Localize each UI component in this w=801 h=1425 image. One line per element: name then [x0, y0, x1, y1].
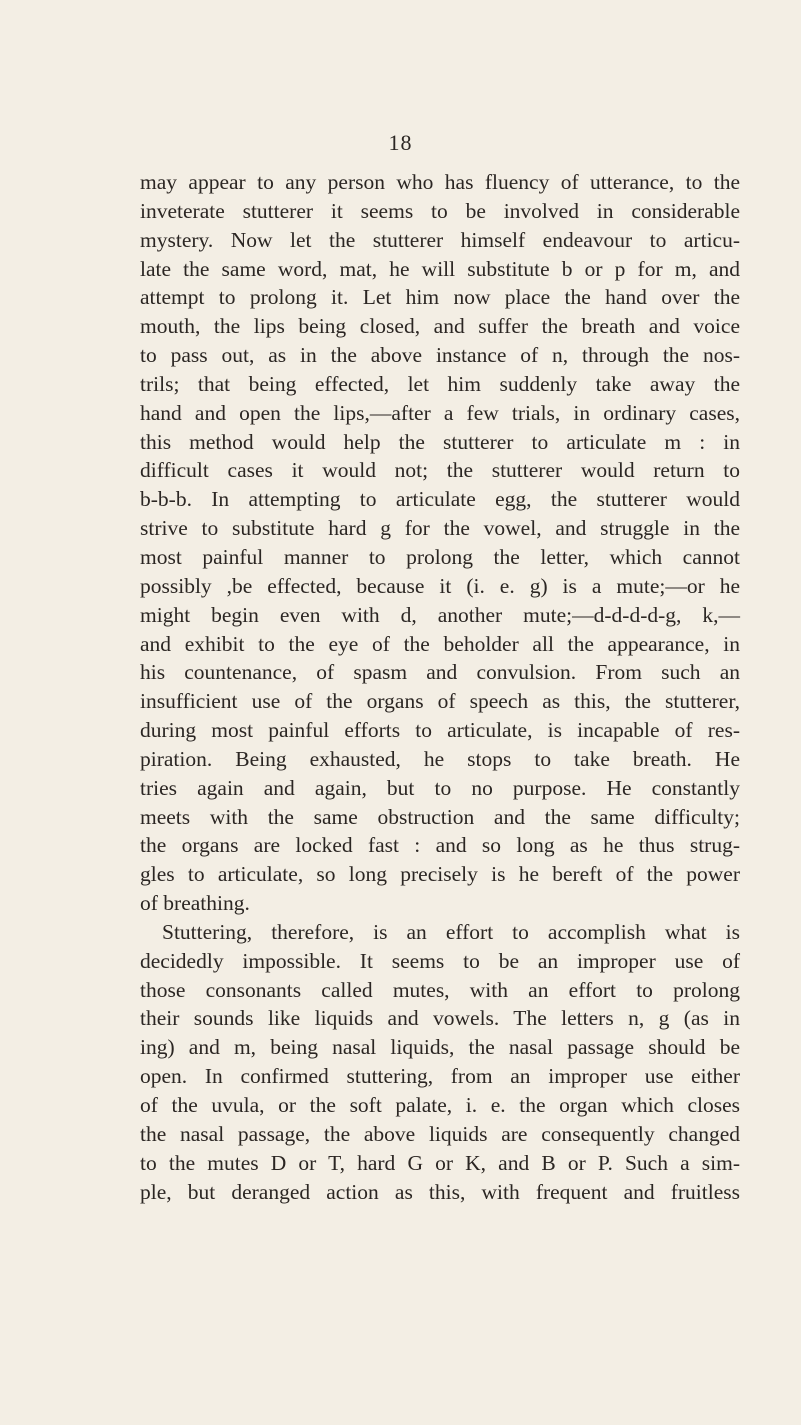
text-line: might begin even with d, another mute;—d-d-d-d-g, k,—: [140, 602, 740, 627]
text-line: ple, but deranged action as this, with frequent and fruitless: [140, 1179, 740, 1204]
text-line: late the same word, mat, he will substitute b or p for m, and: [140, 256, 740, 281]
text-line: the nasal passage, the above liquids are consequently changed: [140, 1121, 740, 1146]
page-number: 18: [388, 130, 413, 155]
text-line: meets with the same obstruction and the same difficulty;: [140, 804, 740, 829]
text-line: Stuttering, therefore, is an effort to accomplish what is: [162, 919, 740, 944]
text-line: difficult cases it would not; the stutterer would return to: [140, 458, 740, 483]
text-line: decidedly impossible. It seems to be an improper use of: [140, 948, 740, 973]
text-line: during most painful efforts to articulate, is incapable of res-: [140, 718, 740, 743]
text-line: to pass out, as in the above instance of n, through the nos-: [140, 343, 740, 368]
text-line: mouth, the lips being closed, and suffer the breath and voice: [140, 314, 740, 339]
text-line: and exhibit to the eye of the beholder all the appearance, in: [140, 631, 740, 656]
body-text: [140, 168, 740, 1206]
text-line: insufficient use of the organs of speech as this, the stutterer,: [140, 689, 740, 714]
text-line: their sounds like liquids and vowels. The letters n, g (as in: [140, 1006, 740, 1031]
text-line: most painful manner to prolong the letter, which cannot: [140, 544, 740, 569]
text-line: attempt to prolong it. Let him now place the hand over the: [140, 285, 740, 310]
text-line: strive to substitute hard g for the vowel, and struggle in the: [140, 516, 740, 541]
text-line: his countenance, of spasm and convulsion. From such an: [140, 660, 740, 685]
text-line: hand and open the lips,—after a few trials, in ordinary cases,: [140, 400, 740, 425]
text-line: those consonants called mutes, with an effort to prolong: [140, 977, 740, 1002]
text-line: b-b-b. In attempting to articulate egg, the stutterer would: [140, 487, 740, 512]
text-line: of breathing.: [140, 891, 250, 916]
text-line: mystery. Now let the stutterer himself endeavour to articu-: [140, 227, 740, 252]
text-line: inveterate stutterer it seems to be involved in considerable: [140, 198, 740, 223]
text-line: trils; that being effected, let him suddenly take away the: [140, 371, 740, 396]
text-line: tries again and again, but to no purpose. He constantly: [140, 775, 740, 800]
text-line: to the mutes D or T, hard G or K, and B or P. Such a sim-: [140, 1150, 740, 1175]
text-line: ing) and m, being nasal liquids, the nasal passage should be: [140, 1035, 740, 1060]
text-line: open. In confirmed stuttering, from an improper use either: [140, 1064, 740, 1089]
text-line: piration. Being exhausted, he stops to take breath. He: [140, 746, 740, 771]
text-line: gles to articulate, so long precisely is he bereft of the power: [140, 862, 740, 887]
text-line: may appear to any person who has fluency of utterance, to the: [140, 170, 740, 194]
text-line: this method would help the stutterer to articulate m : in: [140, 429, 740, 454]
text-line: the organs are locked fast : and so long as he thus strug-: [140, 833, 740, 858]
text-line: possibly ,be effected, because it (i. e. g) is a mute;—or he: [140, 573, 740, 598]
text-line: of the uvula, or the soft palate, i. e. the organ which closes: [140, 1093, 740, 1117]
